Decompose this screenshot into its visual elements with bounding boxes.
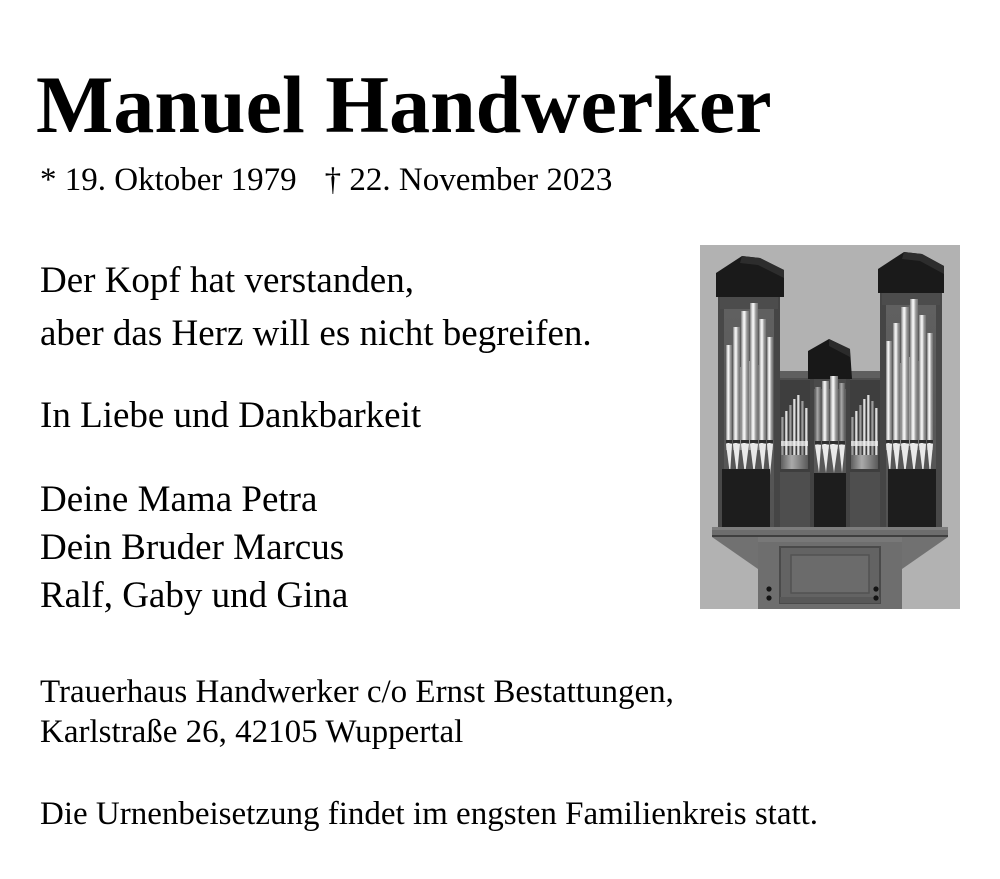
left-tower	[716, 256, 784, 533]
right-tower	[878, 252, 944, 533]
mourner-line: Ralf, Gaby und Gina	[40, 575, 349, 616]
birth-date: * 19. Oktober 1979	[40, 162, 297, 198]
organ-photo	[700, 245, 960, 609]
verse-line: Der Kopf hat verstanden,	[40, 260, 414, 301]
mourners-list	[40, 476, 348, 620]
funeral-home-address	[40, 672, 674, 752]
closing-notice: Die Urnenbeisetzung findet im engsten Familienkreis statt.	[40, 796, 819, 832]
mourner-line: Deine Mama Petra	[40, 479, 318, 520]
deceased-name: Manuel Handwerker	[36, 59, 772, 150]
death-date: † 22. November 2023	[324, 162, 613, 198]
mourner-line: Dein Bruder Marcus	[40, 527, 345, 568]
organ-photo-graphic	[700, 245, 960, 609]
funeral-home-line: Karlstraße 26, 42105 Wuppertal	[40, 714, 464, 750]
case-cornice	[712, 527, 948, 537]
funeral-home-line: Trauerhaus Handwerker c/o Ernst Bestattungen,	[40, 674, 674, 710]
life-dates	[40, 164, 612, 197]
verse-line: aber das Herz will es nicht begreifen.	[40, 313, 592, 354]
tribute-line: In Liebe und Dankbarkeit	[40, 395, 422, 436]
memorial-verse	[40, 254, 592, 360]
